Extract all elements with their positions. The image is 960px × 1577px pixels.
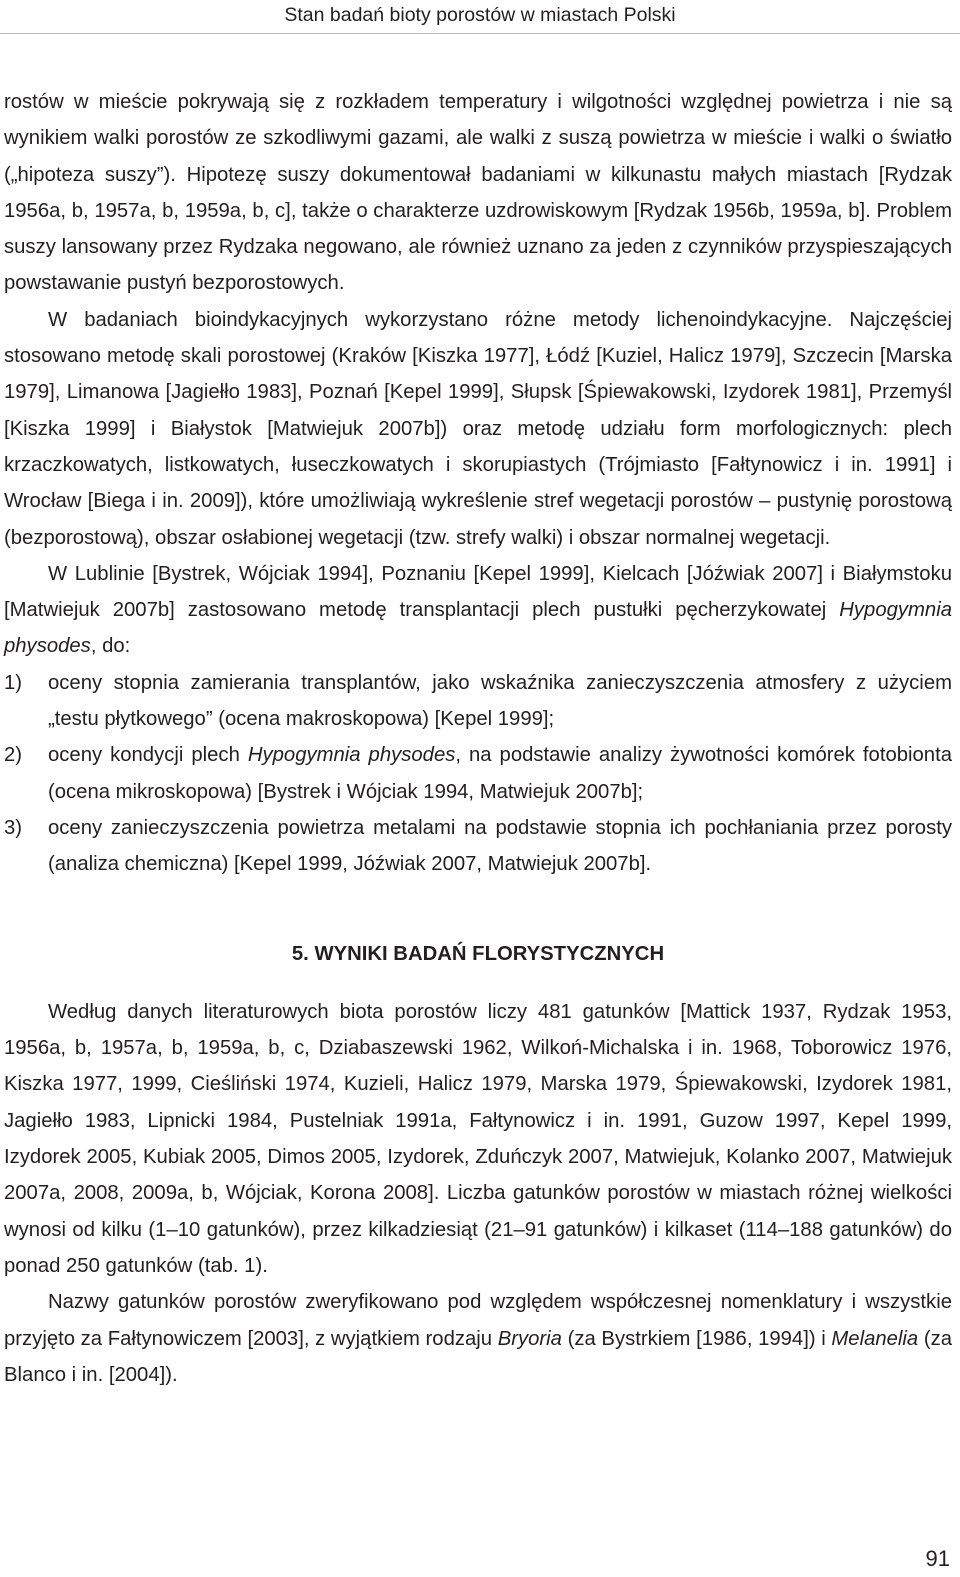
list-number: 1) [4, 671, 23, 694]
page-body [4, 84, 952, 1393]
running-header [0, 0, 960, 30]
list-item [4, 737, 952, 810]
list-item [4, 665, 952, 738]
running-title: Stan badań bioty porostów w miastach Polski [284, 4, 676, 26]
list-item [4, 810, 952, 883]
list-number: 2) [4, 744, 23, 767]
genus-name: Melanelia [831, 1327, 919, 1350]
genus-name: Bryoria [497, 1327, 562, 1350]
numbered-list [4, 665, 952, 883]
paragraph [4, 1284, 952, 1393]
paragraph: Według danych literaturowych biota porostów liczy 481 gatunków [Mattick 1937, Rydzak 1953, 1956a, b, 1957a, b, 1959a, b, c, Dziabaszewski 1962, Wilkoń-Michalska i in. 1968, Toborowicz 1976, Kiszka 1977, 1999, Cieśliński 1974, Kuzieli, Halicz 1979, Marska 1979, Śpiewakowski, Izydorek 1981, Jagiełło 1983, Lipnicki 1984, Pustelniak 1991a, Fałtynowicz i in. 1991, Guzow 1997, Kepel 1999, Izydorek 2005, Kubiak 2005, Dimos 2005, Izydorek, Zduńczyk 2007, Matwiejuk, Kolanko 2007, Matwiejuk 2007a, 2008, 2009a, b, Wójciak, Korona 2008]. Liczba gatunków porostów w miastach różnej wielkości wynosi od kilku (1–10 gatunków), przez kilkadziesiąt (21–91 gatunków) i kilkaset (114–188 gatunków) do ponad 250 gatunków (tab. 1). [4, 1000, 952, 1277]
list-text-part: , na podstawie analizy żywotności komórek fotobionta (ocena mikroskopowa) [Bystrek i Wójciak 1994, Matwiejuk 2007b]; [48, 744, 952, 803]
section-heading: 5. WYNIKI BADAŃ FLORYSTYCZNYCH [291, 942, 665, 965]
list-text-part: oceny kondycji plech [48, 744, 248, 767]
species-name: Hypogymnia physodes [247, 744, 456, 767]
list-text: oceny stopnia zamierania transplantów, jako wskaźnika zanieczyszczenia atmosfery z użyciem „testu płytkowego” (ocena makroskopowa) [Kepel 1999]; [48, 671, 952, 731]
paragraph-text: Nazwy gatunków porostów zweryfikowano pod względem współczesnej nomenklatury i wszystkie przyjęto za Fałtynowiczem [2003], z wyjątkiem rodzaju [4, 1291, 952, 1350]
paragraph: rostów w mieście pokrywają się z rozkładem temperatury i wilgotności względnej powietrza i nie są wynikiem walki porostów ze szkodliwymi gazami, ale walki z suszą powietrza w mieście i walki o światło („hipoteza suszy”). Hipotezę suszy dokumentował badaniami w kilkunastu małych miastach [Rydzak 1956a, b, 1957a, b, 1959a, b, c], także o charakterze uzdrowiskowym [Rydzak 1956b, 1959a, b]. Problem suszy lansowany przez Rydzaka negowano, ale również uznano za jeden z czynników przyspieszających powstawanie pustyń bezporostowych. [4, 91, 952, 295]
paragraph-text: (za Blanco i in. [2004]). [4, 1327, 953, 1386]
paragraph: W badaniach bioindykacyjnych wykorzystano różne metody lichenoindykacyjne. Najczęściej stosowano metodę skali porostowej (Kraków [Kiszka 1977], Łódź [Kuziel, Halicz 1979], Szczecin [Marska 1979], Limanowa [Jagiełło 1983], Poznań [Kepel 1999], Słupsk [Śpiewakowski, Izydorek 1981], Przemyśl [Kiszka 1999] i Białystok [Matwiejuk 2007b]) oraz metodę udziału form morfologicznych: plech krzaczkowatych, listkowatych, łuseczkowatych i skorupiastych (Trójmiasto [Fałtynowicz i in. 1991] i Wrocław [Biega i in. 2009]), które umożliwiają wykreślenie stref wegetacji porostów – pustynię porostową (bezporostową), obszar osłabionej wegetacji (tzw. strefy walki) i obszar normalnej wegetacji. [4, 308, 952, 549]
paragraph-text: W Lublinie [Bystrek, Wójciak 1994], Poznaniu [Kepel 1999], Kielcach [Jóźwiak 2007] i Białymstoku [Matwiejuk 2007b] zastosowano metodę transplantacji plech pustułki pęcherzykowatej [4, 562, 952, 622]
list-number: 3) [4, 816, 23, 839]
species-name: Hypogymnia physodes [4, 599, 952, 658]
list-text: oceny zanieczyszczenia powietrza metalami na podstawie stopnia ich pochłaniania przez porosty (analiza chemiczna) [Kepel 1999, Jóźwiak 2007, Matwiejuk 2007b]. [48, 816, 952, 876]
page-number: 91 [925, 1546, 950, 1571]
list-text [48, 737, 952, 810]
paragraph [4, 556, 952, 665]
header-divider [0, 33, 960, 34]
paragraph-text: , do: [90, 635, 131, 658]
paragraph-text: (za Bystrkiem [1986, 1994]) i [561, 1327, 832, 1350]
